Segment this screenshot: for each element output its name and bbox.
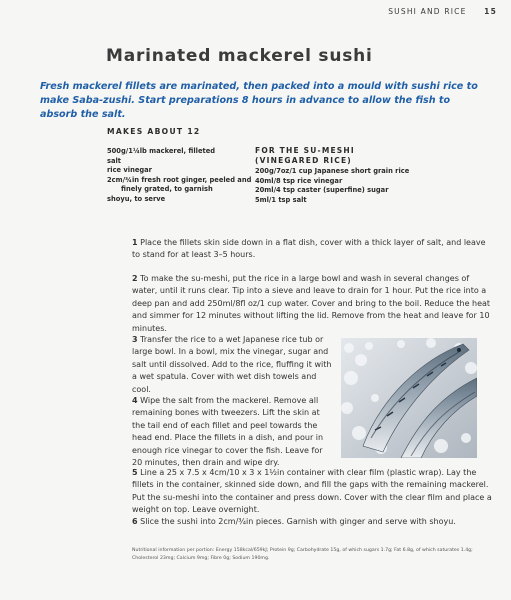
ingredient-item: salt xyxy=(107,156,121,165)
ingredient-item: 2cm/¾in fresh root ginger, peeled and xyxy=(107,175,252,184)
running-head xyxy=(388,7,497,16)
step-text: Transfer the rice to a wet Japanese rice tub or large bowl. In a bowl, mix the vinegar, sugar and salt until dissolved. Add to the rice, fluffing it with a wet spatula. Cover with wet dish towels and cool. xyxy=(132,335,332,394)
ingredient-item: shoyu, to serve xyxy=(107,194,166,203)
method-step xyxy=(132,334,332,396)
ingredients-list xyxy=(107,147,275,205)
step-number: 2 xyxy=(132,274,138,283)
ingredient-item: finely grated, to garnish xyxy=(121,185,213,194)
step-text: To make the su-meshi, put the rice in a large bowl and wash in several changes of water, until it runs clear. Tip into a sieve and leave to drain for 1 hour. Put the rice into a deep pan and add 250ml/8fl oz/1 cup water. Cover and bring to the boil. Reduce the heat and simmer for 12 minutes without lifting the lid. Remove from the heat and leave for 10 minutes. xyxy=(132,274,491,333)
sumeshi-heading-line2: (VINEGARED RICE) xyxy=(255,156,352,165)
method-step xyxy=(132,273,492,335)
section-title: SUSHI AND RICE xyxy=(388,7,467,16)
makes-yield: MAKES ABOUT 12 xyxy=(107,127,201,136)
ingredient-item: 20ml/4 tsp caster (superfine) sugar xyxy=(255,186,389,195)
sumeshi-heading-line1: FOR THE SU-MESHI xyxy=(255,146,355,155)
step-text: Wipe the salt from the mackerel. Remove all remaining bones with tweezers. Lift the skin at the tail end of each fillet and peel towards the head end. Place the fillets in a dish, and pour in enough rice vinegar to cover the fish. Leave for 20 minutes, then drain and wipe dry. xyxy=(132,396,324,468)
nutrition-info: Nutritional information per portion: Energy 158kcal/659kJ; Protein 9g; Carbohydrate 15g, of which sugars 1.7g; Fat 6.8g, of which saturates 1.4g; Cholesterol 23mg; Calcium 9mg; Fibre 0g; Sodium 190mg. xyxy=(132,548,473,561)
page-number: 15 xyxy=(484,7,497,16)
recipe-intro: Fresh mackerel fillets are marinated, then packed into a mould with sushi rice to make Saba-zushi. Start preparations 8 hours in advance to allow the fish to absorb the salt. xyxy=(40,81,478,120)
step-text: Place the fillets skin side down in a flat dish, cover with a thick layer of salt, and leave to stand for at least 3–5 hours. xyxy=(132,238,486,260)
recipe-title: Marinated mackerel sushi xyxy=(106,46,373,66)
method-step xyxy=(132,467,492,517)
sumeshi-heading xyxy=(255,146,355,166)
ingredient-item: rice vinegar xyxy=(107,166,152,175)
step-text: Line a 25 x 7.5 x 4cm/10 x 3 x 1½in container with clear film (plastic wrap). Lay the fillets in the container, skinned side down, and fill the gaps with the remaining mackerel. Put the su-meshi into the container and press down. Cover with the clear film and place a weight on top. Leave overnight. xyxy=(132,468,492,515)
ingredient-item: 200g/7oz/1 cup Japanese short grain rice xyxy=(255,167,410,175)
step-text: Slice the sushi into 2cm/¾in pieces. Garnish with ginger and serve with shoyu. xyxy=(140,517,456,526)
sumeshi-ingredients-list xyxy=(255,167,455,205)
mackerel-on-ice-photo xyxy=(341,338,477,458)
method-step xyxy=(132,516,472,528)
method-step xyxy=(132,395,332,469)
method-step xyxy=(132,237,492,262)
step-number: 3 xyxy=(132,335,138,344)
step-number: 1 xyxy=(132,238,138,247)
ingredient-item: 5ml/1 tsp salt xyxy=(255,195,307,204)
ingredient-item: 40ml/8 tsp rice vinegar xyxy=(255,176,343,185)
step-number: 6 xyxy=(132,517,138,526)
step-number: 5 xyxy=(132,468,138,477)
step-number: 4 xyxy=(132,396,138,405)
ingredient-item: 500g/1¼lb mackerel, filleted xyxy=(107,147,216,155)
fish-illustration xyxy=(341,338,477,458)
